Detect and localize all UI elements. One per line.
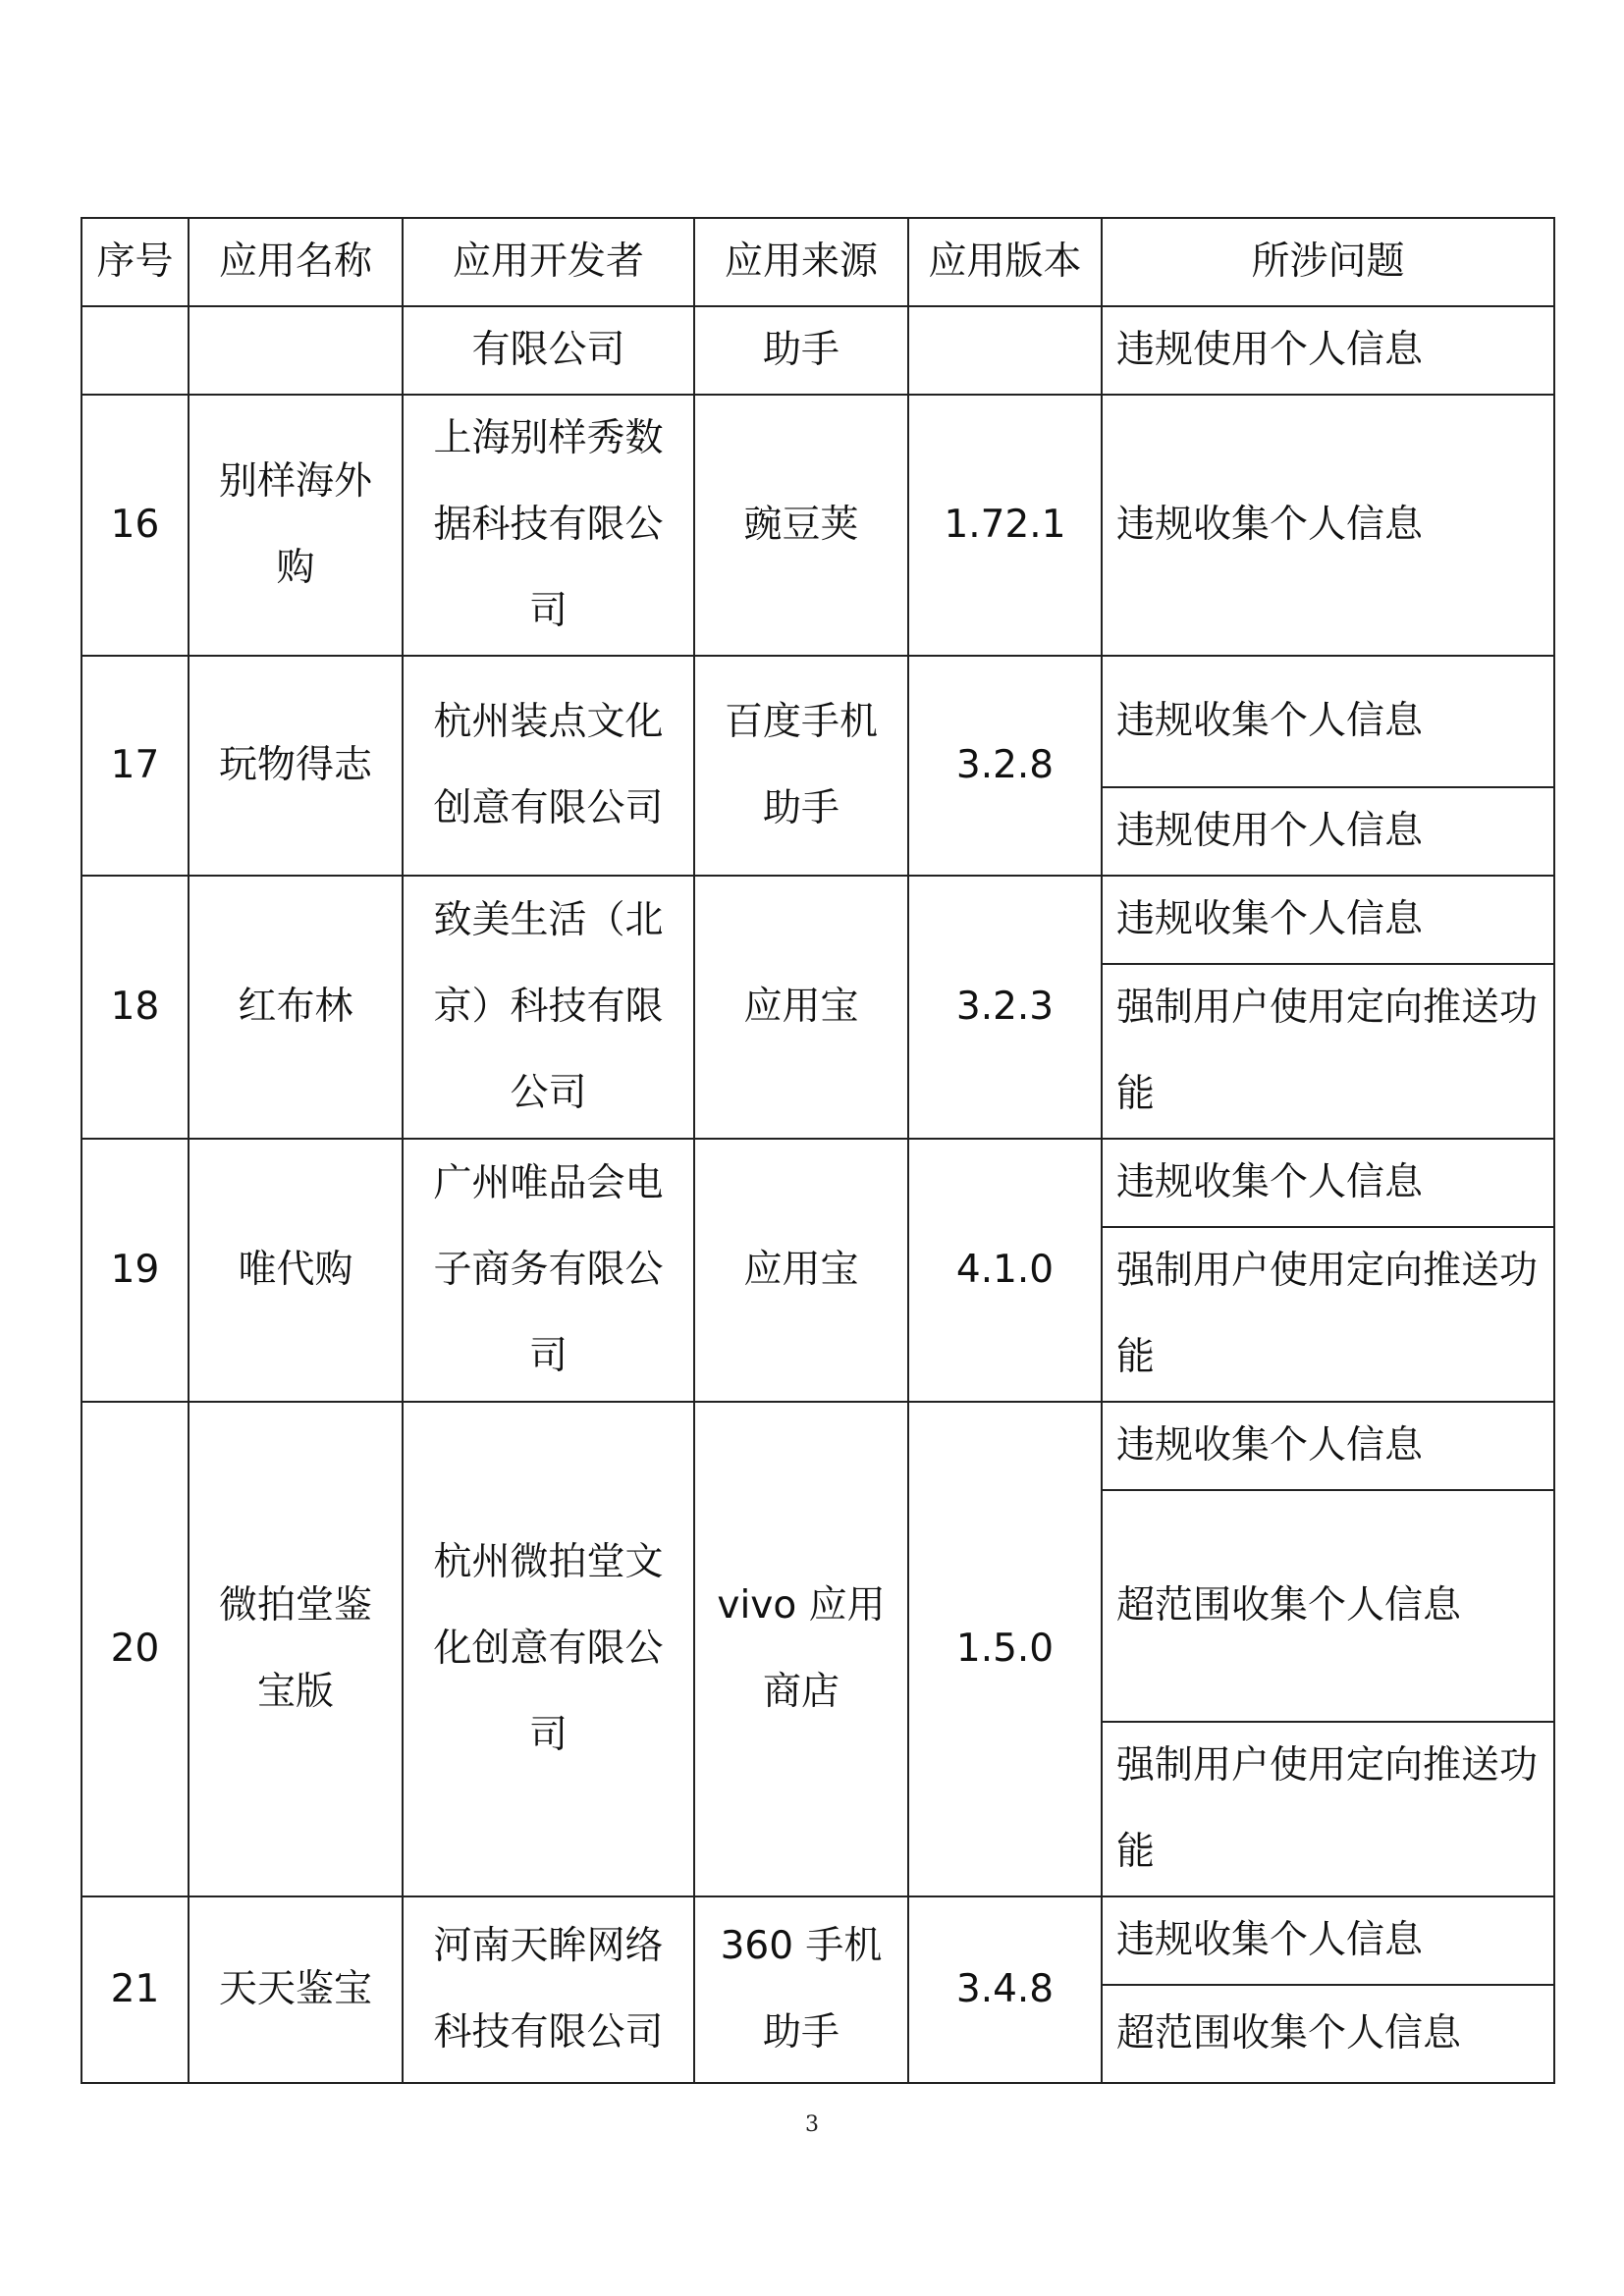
cell-developer: 杭州装点文化创意有限公司 (403, 656, 694, 876)
header-no: 序号 (81, 218, 189, 306)
cell-issue: 违规收集个人信息 (1102, 1896, 1554, 1985)
cell-name (189, 306, 403, 395)
cell-developer: 有限公司 (403, 306, 694, 395)
cell-developer: 上海别样秀数据科技有限公司 (403, 395, 694, 656)
cell-issue: 违规使用个人信息 (1102, 306, 1554, 395)
cell-developer: 致美生活（北京）科技有限公司 (403, 876, 694, 1139)
cell-source: 豌豆荚 (694, 395, 908, 656)
cell-name: 微拍堂鉴宝版 (189, 1402, 403, 1896)
cell-issue: 超范围收集个人信息 (1102, 1985, 1554, 2083)
cell-version: 4.1.0 (908, 1139, 1102, 1402)
header-developer: 应用开发者 (403, 218, 694, 306)
page-number: 3 (805, 2112, 819, 2137)
cell-no (81, 306, 189, 395)
header-name: 应用名称 (189, 218, 403, 306)
header-source: 应用来源 (694, 218, 908, 306)
cell-issue: 违规收集个人信息 (1102, 1139, 1554, 1227)
table-row-continued (81, 306, 1554, 395)
table-row (81, 876, 1554, 964)
table-row (81, 1402, 1554, 1490)
cell-no: 18 (81, 876, 189, 1139)
cell-developer: 广州唯品会电子商务有限公司 (403, 1139, 694, 1402)
header-row (81, 218, 1554, 306)
header-issue: 所涉问题 (1102, 218, 1554, 306)
cell-name: 红布林 (189, 876, 403, 1139)
cell-source: 助手 (694, 306, 908, 395)
cell-no: 20 (81, 1402, 189, 1896)
cell-source: 应用宝 (694, 1139, 908, 1402)
cell-developer: 杭州微拍堂文化创意有限公司 (403, 1402, 694, 1896)
cell-name: 天天鉴宝 (189, 1896, 403, 2083)
cell-no: 21 (81, 1896, 189, 2083)
app-issues-table (81, 217, 1555, 2084)
table-row (81, 1896, 1554, 1985)
cell-issue: 强制用户使用定向推送功能 (1102, 964, 1554, 1139)
cell-version: 1.72.1 (908, 395, 1102, 656)
cell-no: 17 (81, 656, 189, 876)
cell-issue: 违规收集个人信息 (1102, 876, 1554, 964)
cell-source: 百度手机助手 (694, 656, 908, 876)
cell-no: 19 (81, 1139, 189, 1402)
cell-version: 1.5.0 (908, 1402, 1102, 1896)
cell-version: 3.2.3 (908, 876, 1102, 1139)
cell-source: 360 手机助手 (694, 1896, 908, 2083)
cell-no: 16 (81, 395, 189, 656)
cell-source: vivo 应用商店 (694, 1402, 908, 1896)
cell-developer: 河南天眸网络科技有限公司 (403, 1896, 694, 2083)
cell-issue: 违规收集个人信息 (1102, 395, 1554, 656)
cell-issue: 强制用户使用定向推送功能 (1102, 1227, 1554, 1402)
cell-issue: 超范围收集个人信息 (1102, 1490, 1554, 1722)
table-row (81, 395, 1554, 656)
header-version: 应用版本 (908, 218, 1102, 306)
cell-name: 玩物得志 (189, 656, 403, 876)
cell-name: 唯代购 (189, 1139, 403, 1402)
cell-issue: 违规使用个人信息 (1102, 787, 1554, 876)
cell-issue: 违规收集个人信息 (1102, 1402, 1554, 1490)
cell-version: 3.2.8 (908, 656, 1102, 876)
cell-version: 3.4.8 (908, 1896, 1102, 2083)
table-row (81, 1139, 1554, 1227)
cell-source: 应用宝 (694, 876, 908, 1139)
cell-version (908, 306, 1102, 395)
table-row (81, 656, 1554, 787)
cell-issue: 强制用户使用定向推送功能 (1102, 1722, 1554, 1896)
cell-issue: 违规收集个人信息 (1102, 656, 1554, 787)
cell-name: 别样海外购 (189, 395, 403, 656)
